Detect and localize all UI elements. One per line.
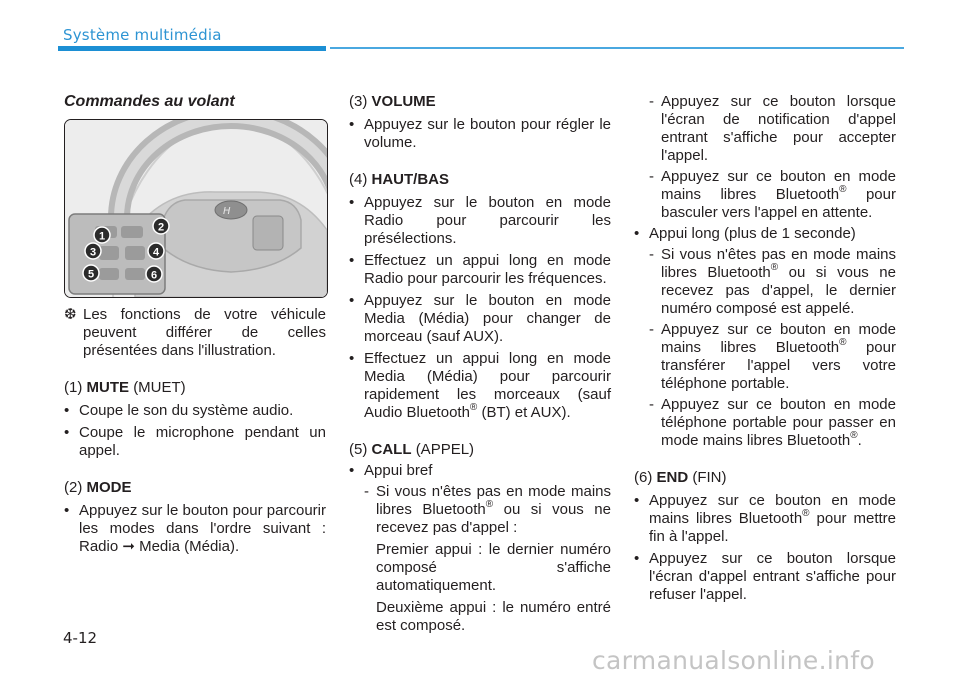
mute-number: (1) bbox=[64, 379, 83, 396]
mode-number: (2) bbox=[64, 479, 83, 496]
mute-bullet-2: • Coupe le microphone pendant un appel. bbox=[64, 424, 326, 460]
call-dash-6-text: Appuyez sur ce bouton en mode téléphone portable pour passer en mode mains libres Bluetooth bbox=[661, 396, 896, 449]
mute-name: MUTE bbox=[86, 379, 130, 396]
call-dash-3 bbox=[649, 168, 896, 222]
callout-6-label: 6 bbox=[150, 269, 158, 282]
column-left bbox=[64, 93, 326, 111]
call-dash-5-text: Appuyez sur ce bouton en mode mains libres Bluetooth bbox=[661, 321, 896, 356]
call-name: CALL bbox=[371, 441, 412, 458]
call-dash-4-tail: ou si vous ne recevez pas d'appel, le dernier numéro composé est appelé. bbox=[661, 264, 896, 317]
section-title: Commandes au volant bbox=[64, 93, 235, 110]
end-bullet-1-text: Appuyez sur ce bouton en mode mains libres Bluetooth bbox=[649, 492, 896, 527]
callout-2 bbox=[153, 218, 169, 234]
registered-mark: ® bbox=[802, 508, 810, 519]
header-rule bbox=[330, 47, 904, 49]
registered-mark: ® bbox=[839, 184, 847, 195]
callout-6 bbox=[146, 266, 162, 282]
registered-mark: ® bbox=[850, 430, 858, 441]
end-heading bbox=[634, 469, 896, 487]
end-french: (FIN) bbox=[692, 469, 727, 486]
svg-text:H: H bbox=[223, 206, 231, 217]
call-dash-2: - Appuyez sur ce bouton lorsque l'écran de notification d'appel entrant s'affiche pour accepter l'appel. bbox=[649, 93, 896, 165]
call-heading bbox=[349, 441, 611, 459]
hautbas-name: HAUT/BAS bbox=[371, 171, 450, 188]
end-bullet-1-tail: pour mettre fin à l'appel. bbox=[649, 510, 896, 545]
call-second-press: Deuxième appui : le numéro entré est composé. bbox=[376, 599, 611, 634]
call-dash-1 bbox=[364, 483, 611, 537]
callout-3 bbox=[85, 243, 101, 259]
hautbas-bullet-1: • Appuyez sur le bouton en mode Radio pour parcourir les présélections. bbox=[349, 194, 611, 248]
mode-heading bbox=[64, 479, 326, 497]
call-number: (5) bbox=[349, 441, 368, 458]
mode-name: MODE bbox=[86, 479, 132, 496]
end-number: (6) bbox=[634, 469, 653, 486]
callout-1-label: 1 bbox=[98, 230, 106, 243]
callout-3-label: 3 bbox=[89, 246, 97, 259]
steering-wheel-drawing bbox=[65, 120, 327, 297]
hautbas-bullet-3: • Appuyez sur le bouton en mode Media (Média) pour changer de morceau (sauf AUX). bbox=[349, 292, 611, 346]
hautbas-bullet-2: • Effectuez un appui long en mode Radio pour parcourir les fréquences. bbox=[349, 252, 611, 288]
call-dash-3-text: Appuyez sur ce bouton en mode mains libres Bluetooth bbox=[661, 168, 896, 203]
hautbas-bullet-4-text: Effectuez un appui long en mode Media (Média) pour parcourir rapidement les morceaux (sauf Audio Bluetooth bbox=[364, 350, 611, 421]
registered-mark: ® bbox=[770, 262, 779, 273]
registered-mark: ® bbox=[839, 337, 847, 348]
column-left-body bbox=[64, 306, 326, 556]
callout-5 bbox=[83, 265, 99, 281]
call-dash-1-text: Si vous n'êtes pas en mode mains libres Bluetooth bbox=[376, 483, 611, 518]
note-text: Les fonctions de votre véhicule peuvent différer de celles présentées dans l'illustration. bbox=[83, 306, 326, 359]
header-rule-accent bbox=[58, 46, 326, 51]
call-dash-3-tail: pour basculer vers l'appel en attente. bbox=[661, 186, 896, 221]
call-first-press: Premier appui : le dernier numéro composé s'affiche automatiquement. bbox=[376, 541, 611, 594]
volume-name: VOLUME bbox=[371, 93, 436, 110]
hautbas-number: (4) bbox=[349, 171, 368, 188]
call-dash-6 bbox=[649, 396, 896, 450]
call-short-press: • Appui bref bbox=[349, 462, 611, 480]
mute-bullet-1: • Coupe le son du système audio. bbox=[64, 402, 326, 420]
volume-bullet-1: • Appuyez sur le bouton pour régler le volume. bbox=[349, 116, 611, 152]
call-dash-4-text: Si vous n'êtes pas en mode mains libres Bluetooth bbox=[661, 246, 896, 281]
section-header-title: Système multimédia bbox=[63, 26, 222, 44]
steering-wheel-illustration bbox=[64, 119, 328, 298]
callout-4 bbox=[148, 243, 164, 259]
call-dash-1-tail: ou si vous ne recevez pas d'appel : bbox=[376, 501, 611, 536]
hautbas-bullet-4-tail: (BT) et AUX). bbox=[477, 404, 571, 421]
callout-4-label: 4 bbox=[152, 246, 160, 259]
hautbas-heading bbox=[349, 171, 611, 189]
mute-french: (MUET) bbox=[133, 379, 186, 396]
call-french: (APPEL) bbox=[415, 441, 475, 458]
registered-mark: ® bbox=[485, 499, 494, 510]
end-bullet-1 bbox=[634, 492, 896, 546]
note-mark: ❆ bbox=[64, 306, 77, 323]
callout-2-label: 2 bbox=[157, 221, 165, 234]
watermark: carmanualsonline.info bbox=[592, 646, 875, 675]
mode-bullet-1: • Appuyez sur le bouton pour parcourir les modes dans l'ordre suivant : Radio ➞ Media (Média). bbox=[64, 502, 326, 556]
volume-number: (3) bbox=[349, 93, 368, 110]
call-dash-5 bbox=[649, 321, 896, 393]
callout-1 bbox=[94, 227, 110, 243]
page-number: 4-12 bbox=[63, 629, 98, 647]
mute-heading bbox=[64, 379, 326, 397]
call-dash-4 bbox=[649, 246, 896, 318]
hautbas-bullet-4 bbox=[349, 350, 611, 422]
end-bullet-2: • Appuyez sur ce bouton lorsque l'écran d'appel entrant s'affiche pour refuser l'appel. bbox=[634, 550, 896, 604]
note bbox=[64, 306, 326, 360]
callout-5-label: 5 bbox=[87, 268, 95, 281]
registered-mark: ® bbox=[469, 402, 478, 413]
end-name: END bbox=[656, 469, 689, 486]
column-right bbox=[634, 93, 896, 604]
call-long-press: • Appui long (plus de 1 seconde) bbox=[634, 225, 896, 243]
volume-heading bbox=[349, 93, 611, 111]
call-dash-5-tail: pour transférer l'appel vers votre téléphone portable. bbox=[661, 339, 896, 392]
column-middle bbox=[349, 93, 611, 635]
call-dash-6-tail: . bbox=[857, 432, 862, 449]
